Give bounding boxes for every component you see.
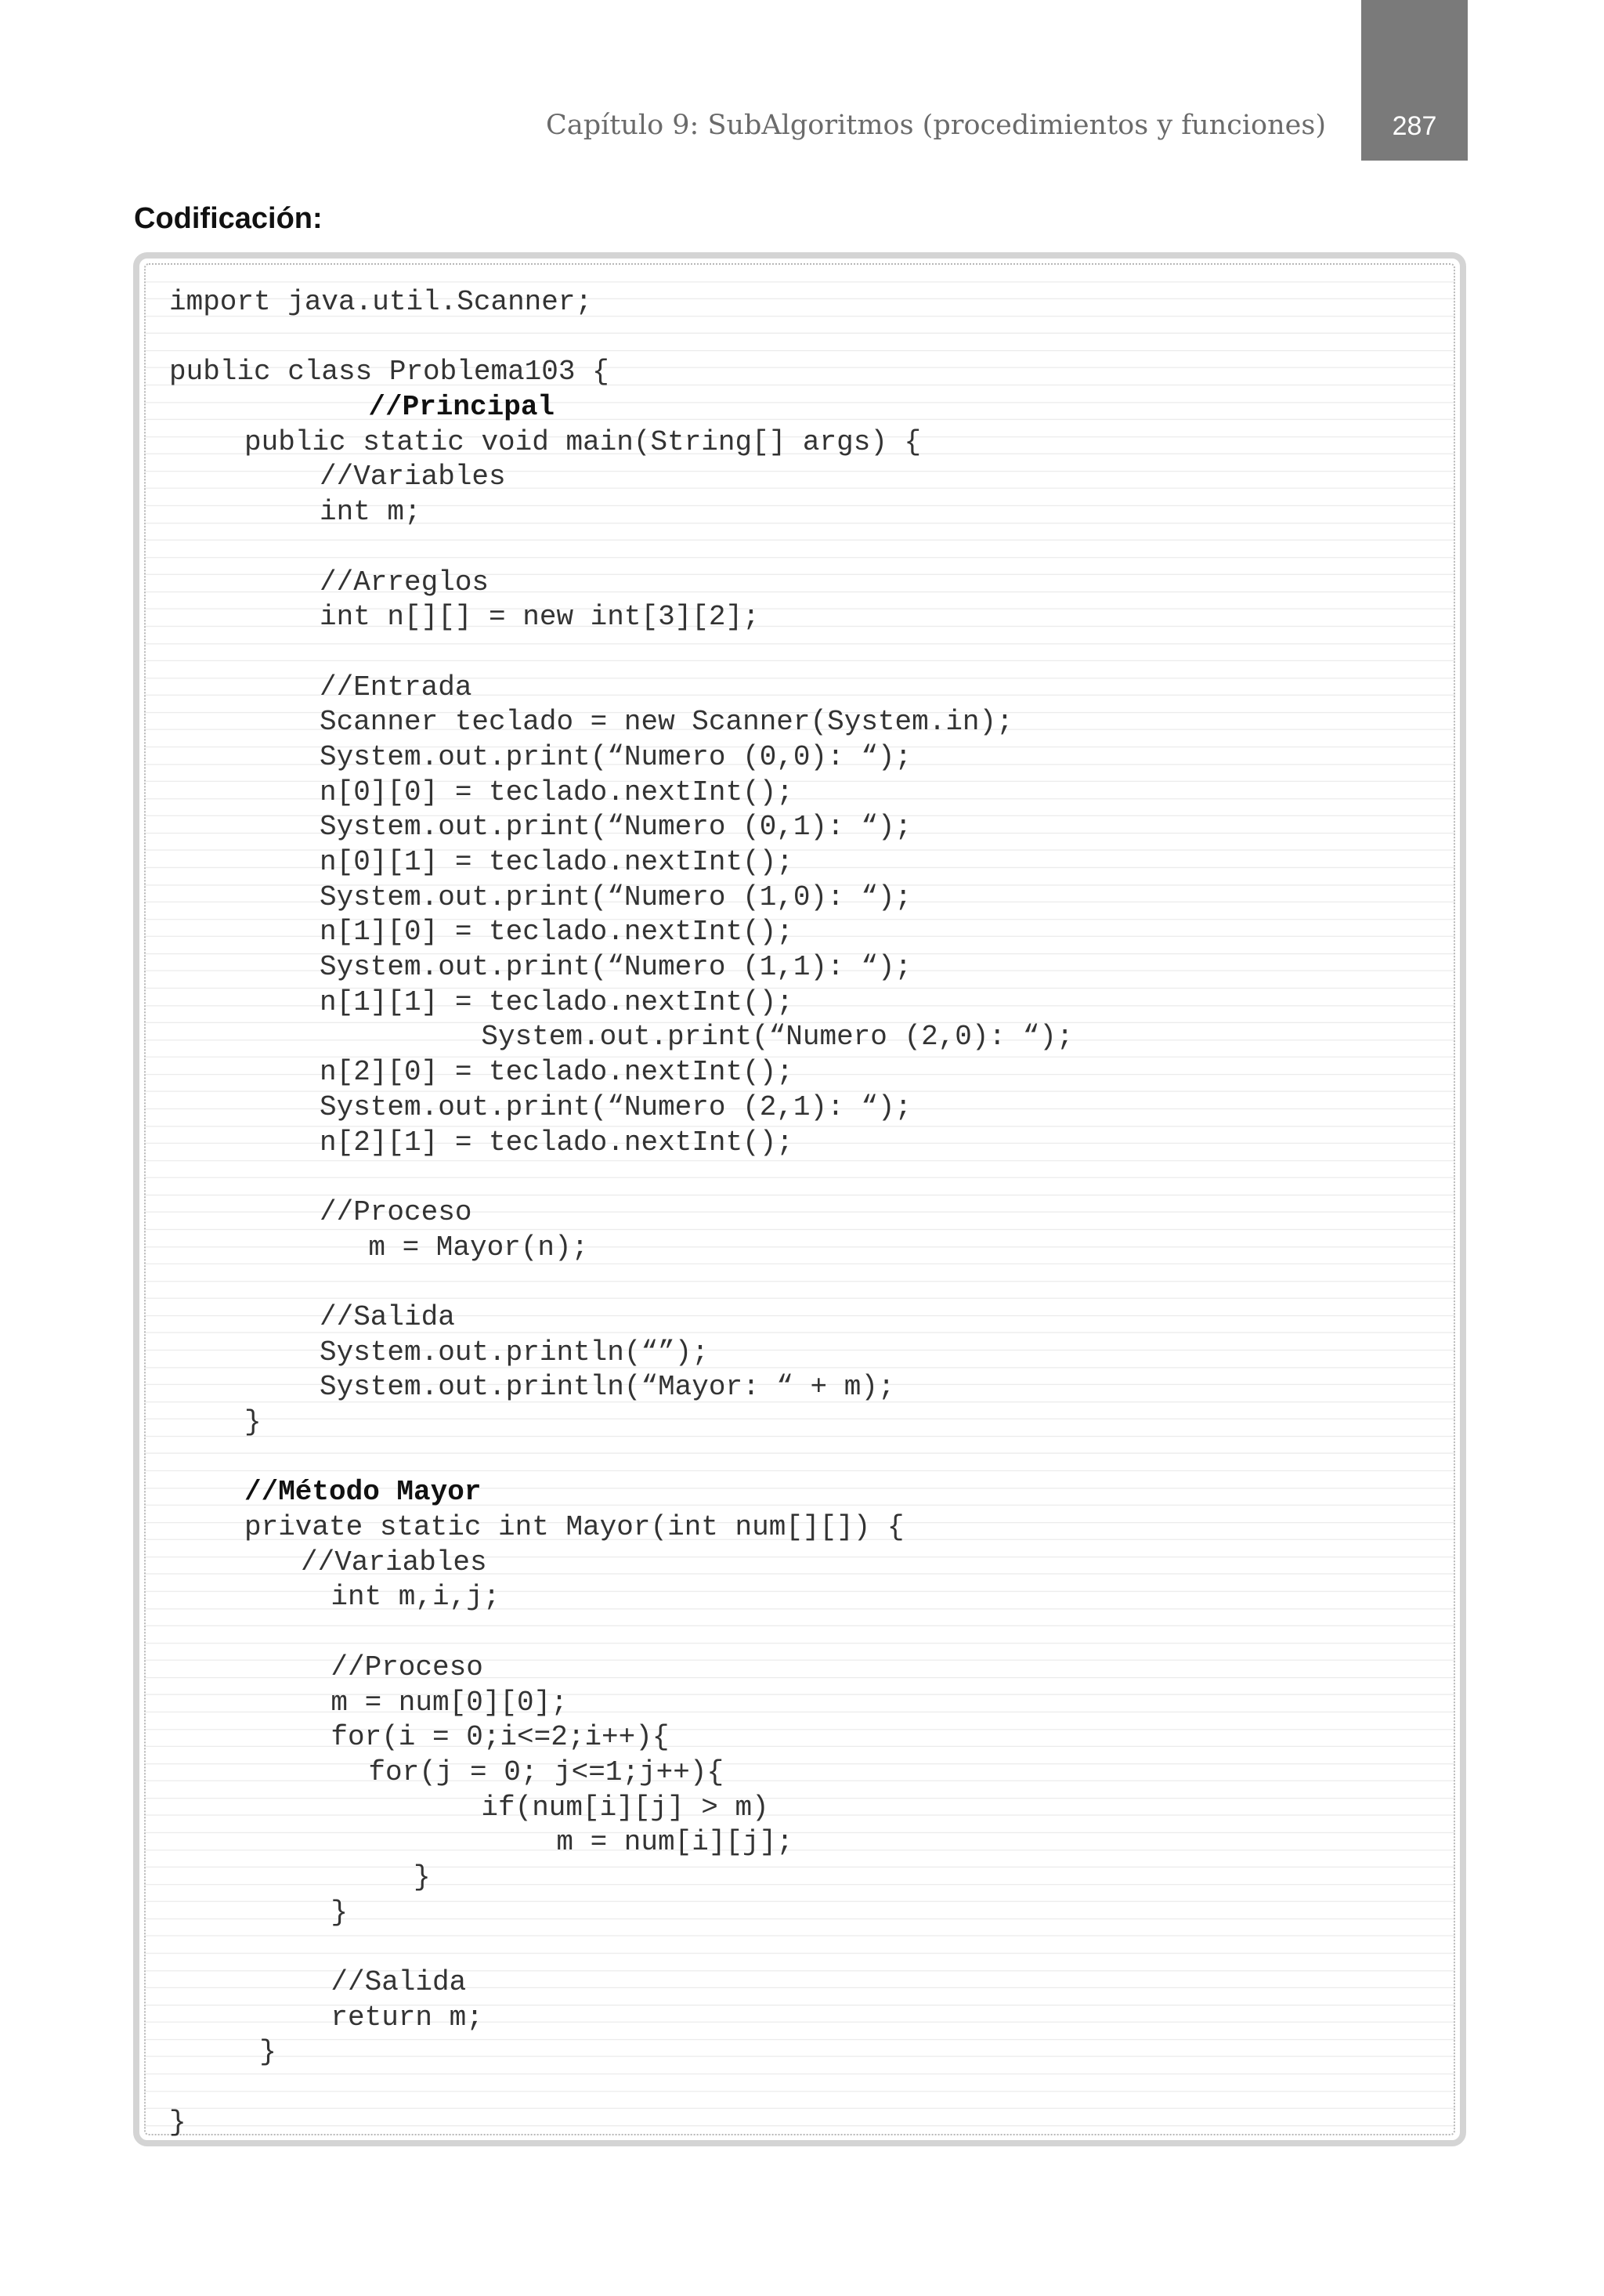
code-blank-line [146,320,1074,356]
code-line: //Método Mayor [244,1476,482,1509]
code-blank-line [146,635,1074,671]
code-line: public class Problema103 { [169,356,609,389]
code-line: System.out.print(“Numero (0,0): “); [320,740,912,773]
code-line: //Variables [320,461,506,494]
code-line: //Salida [331,1966,467,1998]
code-line: n[1][0] = teclado.nextInt(); [320,916,793,949]
code-line: //Proceso [320,1195,472,1228]
code-listing-ruled-area [144,263,1455,2139]
code-line: System.out.print(“Numero (0,1): “); [320,811,912,844]
code-line: System.out.println(“”); [320,1336,709,1369]
code-line: Scanner teclado = new Scanner(System.in); [320,706,1013,739]
code-blank-line [146,530,1074,566]
code-blank-line [146,1160,1074,1195]
code-line: for(j = 0; j<=1;j++){ [368,1755,724,1788]
code-line: } [331,1896,348,1929]
code-line: System.out.print(“Numero (1,1): “); [320,951,912,984]
code-line: System.out.print(“Numero (2,1): “); [320,1090,912,1123]
code-line: n[0][1] = teclado.nextInt(); [320,846,793,878]
code-line: System.out.print(“Numero (1,0): “); [320,880,912,913]
code-line: m = num[0][0]; [331,1686,568,1719]
code-line: for(i = 0;i<=2;i++){ [331,1721,670,1754]
code-listing-box [133,252,1466,2146]
code-line: //Proceso [331,1651,483,1683]
code-line: private static int Mayor(int num[][]) { [244,1511,905,1544]
code-line: return m; [331,2001,483,2034]
code-line: int n[][] = new int[3][2]; [320,601,760,634]
code-line: //Principal [368,391,555,424]
code-line: n[1][1] = teclado.nextInt(); [320,985,793,1018]
code-line: System.out.print(“Numero (2,0): “); [481,1021,1074,1054]
code-line: int m; [320,496,421,529]
code-line: //Entrada [320,671,472,703]
code-line: //Variables [301,1546,487,1578]
code-line: System.out.println(“Mayor: “ + m); [320,1371,895,1404]
code-line: n[2][0] = teclado.nextInt(); [320,1056,793,1089]
code-line: n[0][0] = teclado.nextInt(); [320,776,793,808]
code-blank-line [146,1615,1074,1651]
page-number: 287 [1392,111,1437,141]
code-line: m = num[i][j]; [556,1826,793,1859]
code-line: } [169,2106,186,2139]
code-blank-line [146,1441,1074,1476]
code-line: } [414,1860,431,1893]
code-line: } [259,2036,276,2069]
code-line: if(num[i][j] > m) [481,1791,769,1824]
code-line: import java.util.Scanner; [169,286,593,318]
chapter-running-header: Capítulo 9: SubAlgoritmos (procedimientos y funciones) [546,110,1326,141]
code-line: //Salida [320,1300,455,1333]
code-line: m = Mayor(n); [368,1231,589,1264]
code-blank-line [146,1930,1074,1965]
code-line: //Arreglos [320,566,490,598]
code-line: public static void main(String[] args) { [244,425,922,458]
code-line: int m,i,j; [331,1581,500,1614]
code-blank-line [146,2070,1074,2106]
section-heading: Codificación: [134,202,323,235]
code-blank-line [146,1265,1074,1300]
code-lines [146,285,1074,2140]
code-line: } [244,1406,262,1438]
code-line: n[2][1] = teclado.nextInt(); [320,1126,793,1159]
